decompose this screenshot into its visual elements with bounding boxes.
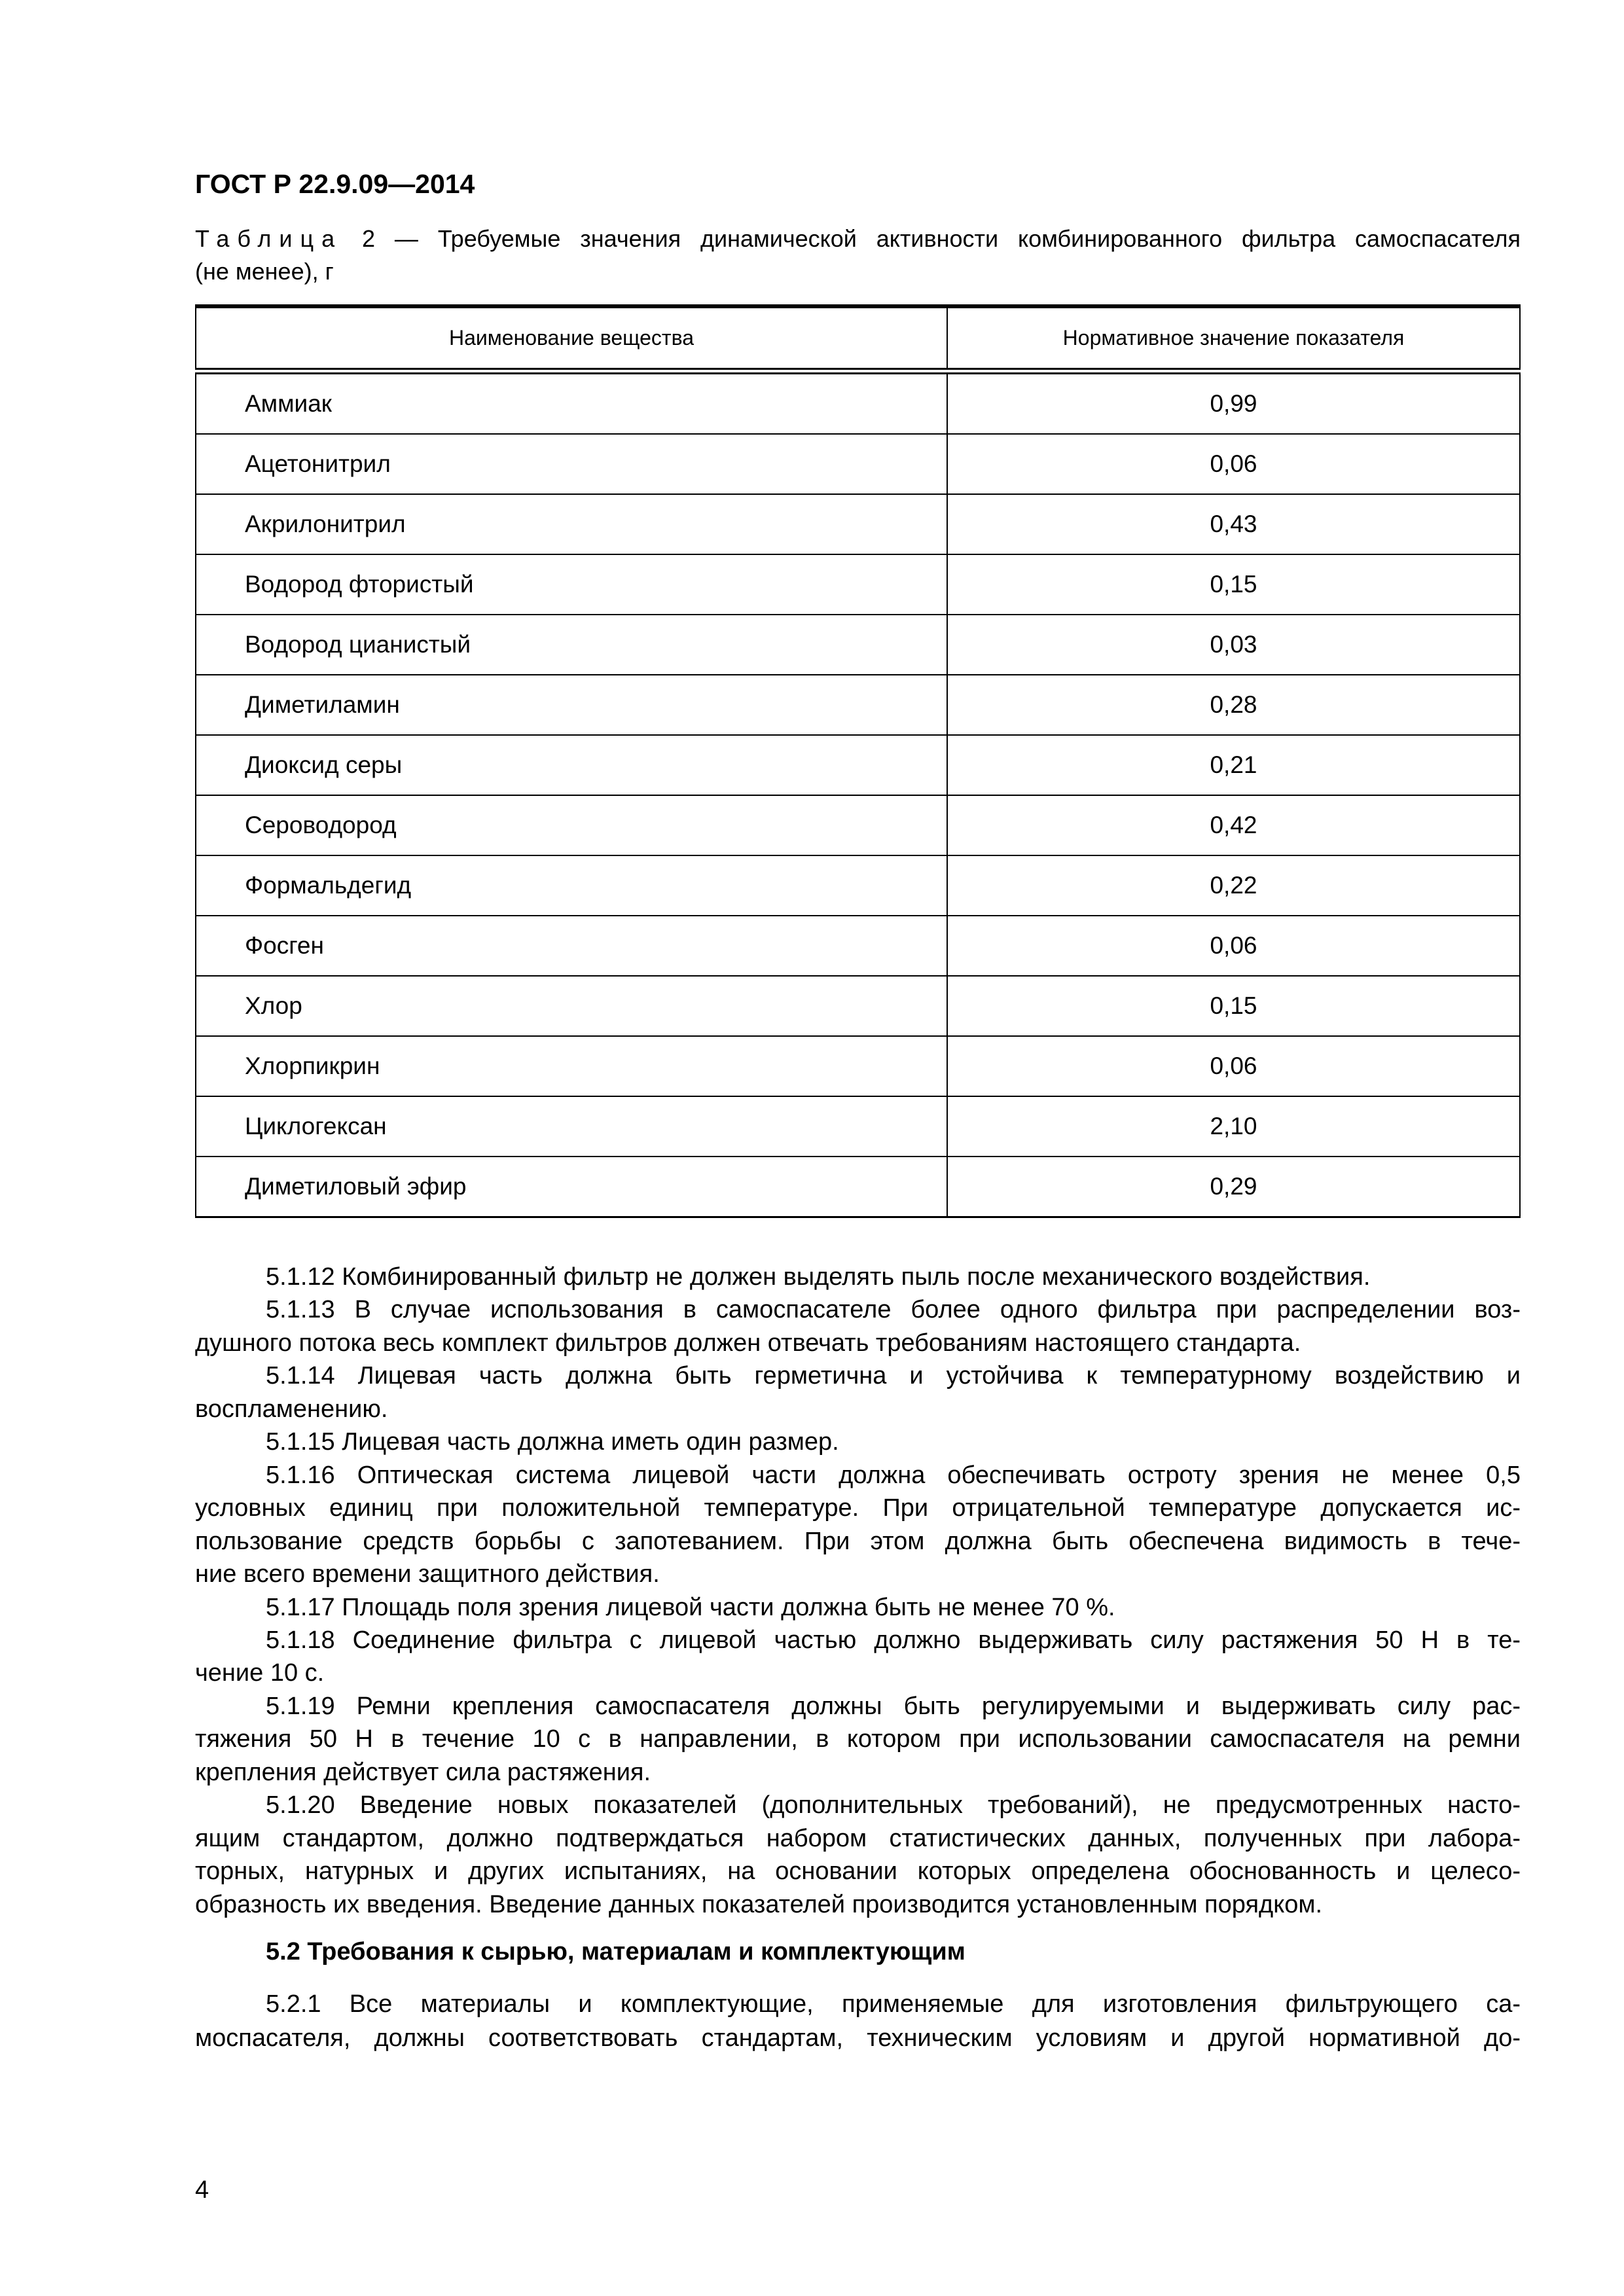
- paragraph-line: условных единиц при положительной температуре. При отрицательной температуре допускается ис-: [195, 1494, 1521, 1522]
- norm-value: 2,10: [947, 1096, 1520, 1157]
- paragraph-line: 5.1.16 Оптическая система лицевой части должна обеспечивать остроту зрения не менее 0,5: [266, 1461, 1521, 1489]
- table-row: [196, 371, 1520, 434]
- paragraph-line: 5.2.1 Все материалы и комплектующие, применяемые для изготовления фильтрующего са-: [266, 1990, 1521, 2018]
- substance-name: Диметиловый эфир: [196, 1157, 947, 1217]
- norm-value: 0,99: [947, 371, 1520, 434]
- paragraph-line: душного потока весь комплект фильтров должен отвечать требованиям настоящего стандарта.: [195, 1329, 1301, 1357]
- paragraph-line: 5.1.13 В случае использования в самоспасателе более одного фильтра при распределении воз-: [266, 1296, 1521, 1324]
- substance-name: Циклогексан: [196, 1096, 947, 1157]
- page-number: 4: [195, 2176, 209, 2204]
- norm-value: 0,21: [947, 735, 1520, 795]
- norm-value: 0,06: [947, 434, 1520, 494]
- norm-value: 0,06: [947, 1036, 1520, 1096]
- norm-value: 0,29: [947, 1157, 1520, 1217]
- column-header-value: Нормативное значение показателя: [947, 306, 1520, 371]
- table-row: [196, 976, 1520, 1036]
- table-row: [196, 675, 1520, 735]
- paragraph-line: 5.1.14 Лицевая часть должна быть герметична и устойчива к температурному воздействию и: [266, 1362, 1521, 1390]
- substance-name: Ацетонитрил: [196, 434, 947, 494]
- paragraph-line: 5.1.17 Площадь поля зрения лицевой части должна быть не менее 70 %.: [266, 1593, 1115, 1621]
- section-heading: 5.2 Требования к сырью, материалам и комплектующим: [266, 1938, 965, 1965]
- table-row: [196, 434, 1520, 494]
- table-row: [196, 1157, 1520, 1217]
- substance-name: Фосген: [196, 916, 947, 976]
- paragraph-line: ящим стандартом, должно подтверждаться набором статистических данных, полученных при лабора-: [195, 1824, 1521, 1852]
- table-row: [196, 916, 1520, 976]
- paragraph-line: крепления действует сила растяжения.: [195, 1758, 651, 1786]
- table-row: [196, 855, 1520, 916]
- paragraph-line: торных, натурных и других испытаниях, на основании которых определена обоснованность и целесо-: [195, 1857, 1521, 1886]
- norm-value: 0,15: [947, 976, 1520, 1036]
- paragraph-line: 5.1.15 Лицевая часть должна иметь один размер.: [266, 1428, 839, 1456]
- table-row: [196, 1036, 1520, 1096]
- paragraph-line: ние всего времени защитного действия.: [195, 1560, 660, 1588]
- norm-value: 0,22: [947, 855, 1520, 916]
- table-row: [196, 1096, 1520, 1157]
- norm-value: 0,15: [947, 554, 1520, 615]
- norm-value: 0,42: [947, 795, 1520, 855]
- paragraph-line: 5.1.19 Ремни крепления самоспасателя должны быть регулируемыми и выдерживать силу рас-: [266, 1692, 1521, 1720]
- requirements-table: [195, 304, 1521, 1218]
- norm-value: 0,28: [947, 675, 1520, 735]
- paragraph-line: моспасателя, должны соответствовать стандартам, техническим условиям и другой нормативной до-: [195, 2024, 1521, 2052]
- column-header-substance: Наименование вещества: [196, 306, 947, 371]
- table-header-row: [196, 306, 1520, 371]
- table-row: [196, 795, 1520, 855]
- substance-name: Аммиак: [196, 371, 947, 434]
- substance-name: Формальдегид: [196, 855, 947, 916]
- norm-value: 0,03: [947, 615, 1520, 675]
- substance-name: Сероводород: [196, 795, 947, 855]
- body-text: [195, 1261, 1521, 1921]
- table-caption: [195, 223, 1521, 288]
- paragraph-line: пользование средств борьбы с запотеванием. При этом должна быть обеспечена видимость в тече-: [195, 1527, 1521, 1555]
- caption-title: 2 — Требуемые значения динамической активности комбинированного фильтра самоспасателя: [362, 225, 1521, 252]
- substance-name: Диоксид серы: [196, 735, 947, 795]
- paragraph-line: 5.1.12 Комбинированный фильтр не должен выделять пыль после механического воздействия.: [266, 1263, 1371, 1291]
- caption-label: Таблица: [195, 225, 343, 252]
- section-paragraph: [195, 1987, 1521, 2055]
- paragraph-line: образность их введения. Введение данных показателей производится установленным порядком.: [195, 1890, 1323, 1918]
- substance-name: Водород фтористый: [196, 554, 947, 615]
- substance-name: Акрилонитрил: [196, 494, 947, 554]
- caption-title-cont: (не менее), г: [195, 258, 334, 285]
- norm-value: 0,06: [947, 916, 1520, 976]
- table-row: [196, 735, 1520, 795]
- document-header: ГОСТ Р 22.9.09—2014: [195, 169, 475, 199]
- substance-name: Хлорпикрин: [196, 1036, 947, 1096]
- substance-name: Водород цианистый: [196, 615, 947, 675]
- table-row: [196, 615, 1520, 675]
- paragraph-line: тяжения 50 Н в течение 10 с в направлении, в котором при использовании самоспасателя на ремни: [195, 1725, 1521, 1753]
- substance-name: Диметиламин: [196, 675, 947, 735]
- paragraph-line: 5.1.20 Введение новых показателей (дополнительных требований), не предусмотренных насто-: [266, 1791, 1521, 1820]
- table-row: [196, 494, 1520, 554]
- paragraph-line: чение 10 с.: [195, 1659, 325, 1687]
- paragraph-line: воспламенению.: [195, 1395, 388, 1423]
- substance-name: Хлор: [196, 976, 947, 1036]
- table-row: [196, 554, 1520, 615]
- norm-value: 0,43: [947, 494, 1520, 554]
- paragraph-line: 5.1.18 Соединение фильтра с лицевой частью должно выдерживать силу растяжения 50 Н в те-: [266, 1626, 1521, 1654]
